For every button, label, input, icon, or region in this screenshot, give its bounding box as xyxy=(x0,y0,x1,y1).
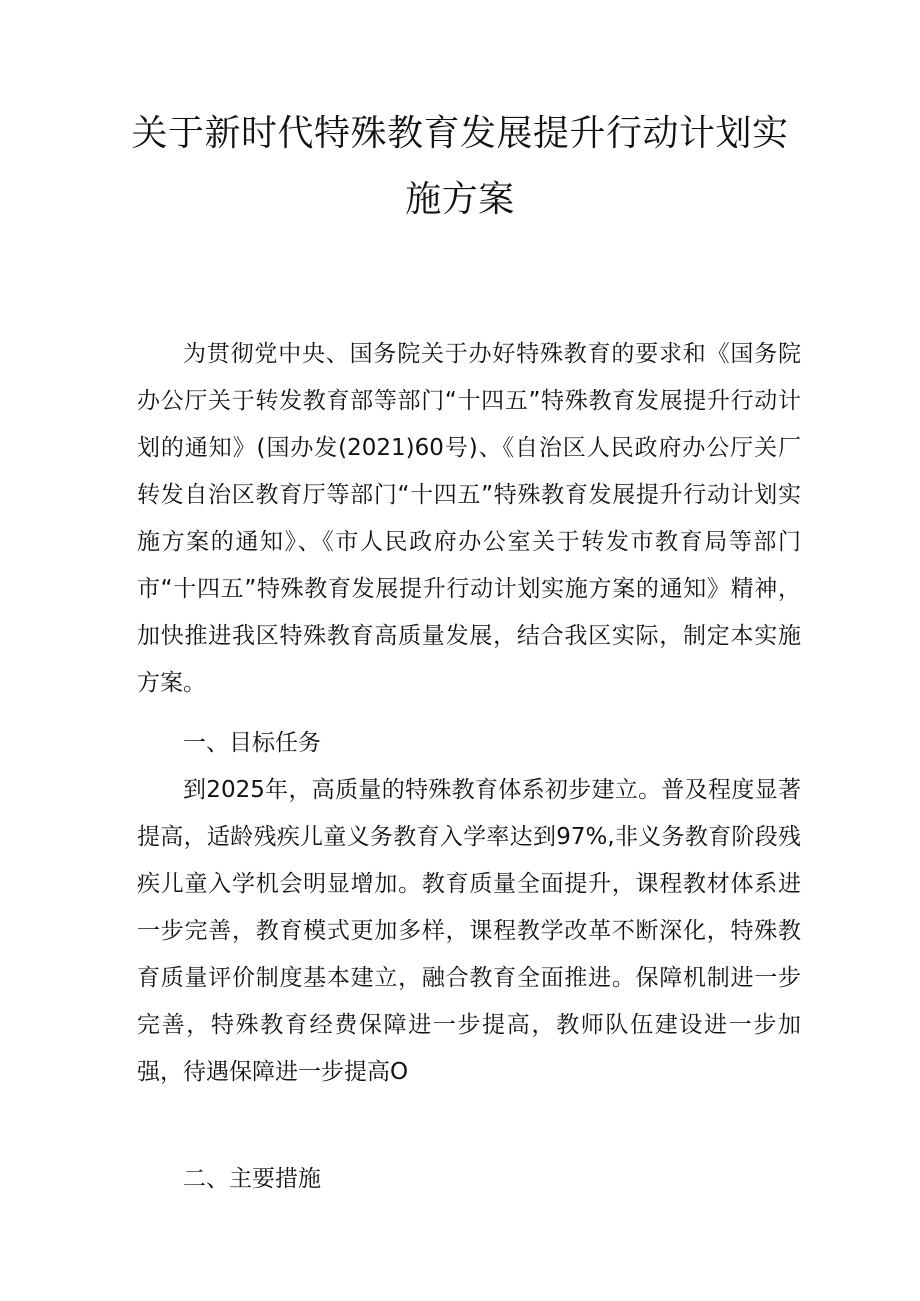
section-1-paragraph: 到2025年，高质量的特殊教育体系初步建立。普及程度显著提高，适龄残疾儿童义务教育入学率达到97%,非义务教育阶段残疾儿童入学机会明显增加。教育质量全面提升，课程教材体系进一步完善，教育模式更加多样，课程教学改革不断深化，特殊教育质量评价制度基本建立，融合教育全面推进。保障机制进一步完善，特殊教育经费保障进一步提高，教师队伍建设进一步加强，待遇保障进一步提高O xyxy=(137,777,801,1085)
section-1-heading: 一、目标任务 xyxy=(183,730,321,756)
document-title-line-1: 关于新时代特殊教育发展提升行动计划实 xyxy=(131,113,789,154)
document-title-line-2: 施方案 xyxy=(405,179,515,220)
intro-paragraph: 为贯彻党中央、国务院关于办好特殊教育的要求和《国务院办公厅关于转发教育部等部门“十四五”特殊教育发展提升行动计划的通知》(国办发(2021)60号)、《自治区人民政府办公厅关厂转发自治区教育厅等部门“十四五”特殊教育发展提升行动计划实施方案的通知》、《市人民政府办公室关于转发市教育局等部门市“十四五”特殊教育发展提升行动计划实施方案的通知》精神，加快推进我区特殊教育高质量发展，结合我区实际，制定本实施方案。 xyxy=(137,341,801,696)
section-2-heading: 二、主要措施 xyxy=(183,1166,321,1192)
